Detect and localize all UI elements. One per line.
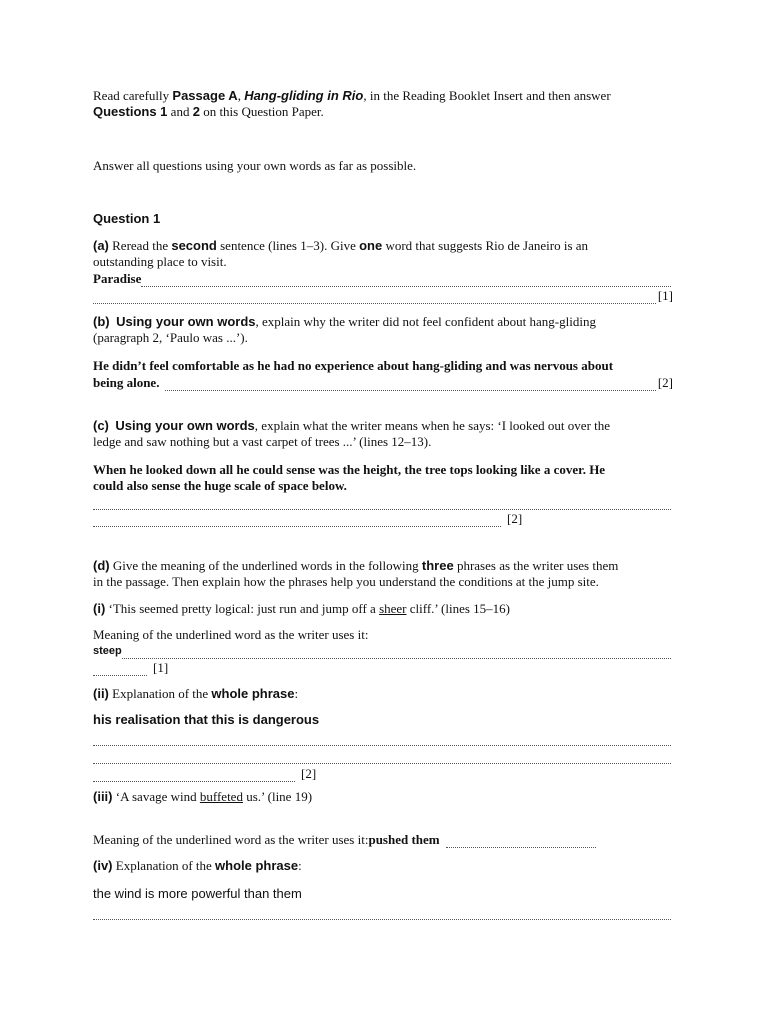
- question-1a-prompt: [93, 238, 673, 270]
- underlined-word-buffeted: buffeted: [199, 789, 243, 804]
- answer-dotted-line: [93, 752, 671, 764]
- questions-label-2: 2: [192, 104, 200, 119]
- emphasis-second: second: [171, 238, 217, 253]
- question-1b-label: (b): [93, 314, 110, 329]
- marks-indicator: [1]: [657, 288, 673, 303]
- prompt-text: :: [298, 858, 302, 873]
- prompt-text: ‘A savage wind: [112, 789, 200, 804]
- prompt-text: sentence (lines 1–3). Give: [216, 238, 360, 253]
- question-1d-ii-prompt: [93, 686, 673, 702]
- answer-dotted-line: [93, 292, 656, 304]
- question-1d-iv-answer: the wind is more powerful than them: [93, 886, 302, 901]
- prompt-text: outstanding place to visit.: [93, 254, 227, 269]
- question-1c-answer-line-2: could also sense the huge scale of space below.: [93, 478, 347, 493]
- question-1c-prompt: [93, 418, 673, 450]
- answer-dotted-line: [446, 836, 596, 848]
- passage-title: Hang-gliding in Rio: [244, 88, 364, 103]
- emphasis-whole-phrase: whole phrase: [215, 858, 299, 873]
- answer-dotted-line: [93, 515, 501, 527]
- question-1d-i-answer-area[interactable]: [93, 643, 673, 676]
- question-1d-iii-answer-area[interactable]: [93, 832, 673, 848]
- emphasis-whole-phrase: whole phrase: [211, 686, 295, 701]
- prompt-text: Give the meaning of the underlined words in the following: [109, 558, 422, 573]
- question-1d-iii-meaning-label: Meaning of the underlined word as the writer uses it:: [93, 832, 369, 847]
- intro-text-2: , in the Reading Booklet Insert and then answer: [363, 88, 611, 103]
- part-iv-label: (iv): [93, 858, 113, 873]
- intro-paragraph: [93, 88, 673, 120]
- prompt-text: cliff.’ (lines 15–16): [406, 601, 510, 616]
- part-iii-label: (iii): [93, 789, 113, 804]
- part-ii-label: (ii): [93, 686, 109, 701]
- prompt-text: Reread the: [108, 238, 172, 253]
- question-1c-answer-line-1: When he looked down all he could sense was the height, the tree tops looking like a cover. He: [93, 462, 606, 477]
- answer-dotted-line: [93, 498, 671, 510]
- question-1d-iv-answer-area[interactable]: [93, 886, 673, 920]
- prompt-text: Explanation of the: [112, 858, 216, 873]
- answer-dotted-line: [93, 664, 147, 676]
- question-1-heading: Question 1: [93, 211, 161, 226]
- prompt-text: ‘This seemed pretty logical: just run and jump off a: [105, 601, 380, 616]
- question-1d-i-answer: steep: [93, 645, 122, 657]
- question-1d-iii-answer: pushed them: [368, 832, 440, 847]
- question-1a-answer-area[interactable]: [93, 271, 673, 304]
- prompt-text: Explanation of the: [108, 686, 212, 701]
- question-1d-iii-prompt: [93, 789, 673, 805]
- prompt-text: word that suggests Rio de Janeiro is an: [382, 238, 589, 253]
- answer-dotted-line: [93, 908, 671, 920]
- passage-label: Passage A: [172, 88, 238, 103]
- question-1a-label: (a): [93, 238, 109, 253]
- answer-dotted-line: [93, 734, 671, 746]
- question-1c-label: (c): [93, 418, 109, 433]
- marks-indicator: [2]: [301, 766, 317, 781]
- intro-and: and: [167, 104, 193, 119]
- question-1b-answer-line-2: being alone.: [93, 375, 160, 390]
- answer-dotted-line: [122, 647, 671, 659]
- prompt-text: , explain what the writer means when he says: ‘I looked out over the: [254, 418, 611, 433]
- intro-text-3: on this Question Paper.: [199, 104, 324, 119]
- marks-indicator: [2]: [507, 511, 523, 526]
- question-1d-prompt: [93, 558, 673, 590]
- intro-comma: ,: [237, 88, 245, 103]
- prompt-text: phrases as the writer uses them: [453, 558, 619, 573]
- emphasis-one: one: [359, 238, 383, 253]
- emphasis-own-words: Using your own words: [115, 418, 255, 433]
- emphasis-own-words: Using your own words: [116, 314, 256, 329]
- intro-text: Read carefully: [93, 88, 173, 103]
- question-1d-i-meaning-label: Meaning of the underlined word as the writer uses it:: [93, 627, 369, 642]
- question-1d-label: (d): [93, 558, 110, 573]
- question-1d-i-prompt: [93, 601, 673, 617]
- question-1b-answer-line-1: He didn’t feel comfortable as he had no experience about hang-gliding and was nervous about: [93, 358, 614, 373]
- part-i-label: (i): [93, 601, 106, 616]
- emphasis-three: three: [421, 558, 454, 573]
- underlined-word-sheer: sheer: [379, 601, 407, 616]
- question-1d-ii-answer: his realisation that this is dangerous: [93, 712, 320, 727]
- question-1c-answer-area[interactable]: [93, 462, 673, 527]
- question-1b-answer-area[interactable]: [93, 358, 673, 391]
- questions-label: Questions 1: [93, 104, 168, 119]
- marks-indicator: [1]: [153, 660, 169, 675]
- question-1d-iv-prompt: [93, 858, 673, 874]
- question-1d-ii-answer-area[interactable]: [93, 712, 673, 782]
- instruction: Answer all questions using your own words as far as possible.: [93, 158, 417, 173]
- prompt-text: (paragraph 2, ‘Paulo was ...’).: [93, 330, 248, 345]
- prompt-text: in the passage. Then explain how the phrases help you understand the conditions at the jump site.: [93, 574, 599, 589]
- prompt-text: :: [294, 686, 299, 701]
- answer-dotted-line: [93, 770, 295, 782]
- question-1b-prompt: [93, 314, 673, 346]
- answer-dotted-line: [165, 379, 655, 391]
- answer-dotted-line: [141, 275, 671, 287]
- marks-indicator: [2]: [657, 375, 673, 390]
- prompt-text: ledge and saw nothing but a vast carpet of trees ...’ (lines 12–13).: [93, 434, 432, 449]
- prompt-text: us.’ (line 19): [242, 789, 313, 804]
- question-1a-answer: Paradise: [93, 271, 142, 286]
- prompt-text: , explain why the writer did not feel confident about hang-gliding: [255, 314, 596, 329]
